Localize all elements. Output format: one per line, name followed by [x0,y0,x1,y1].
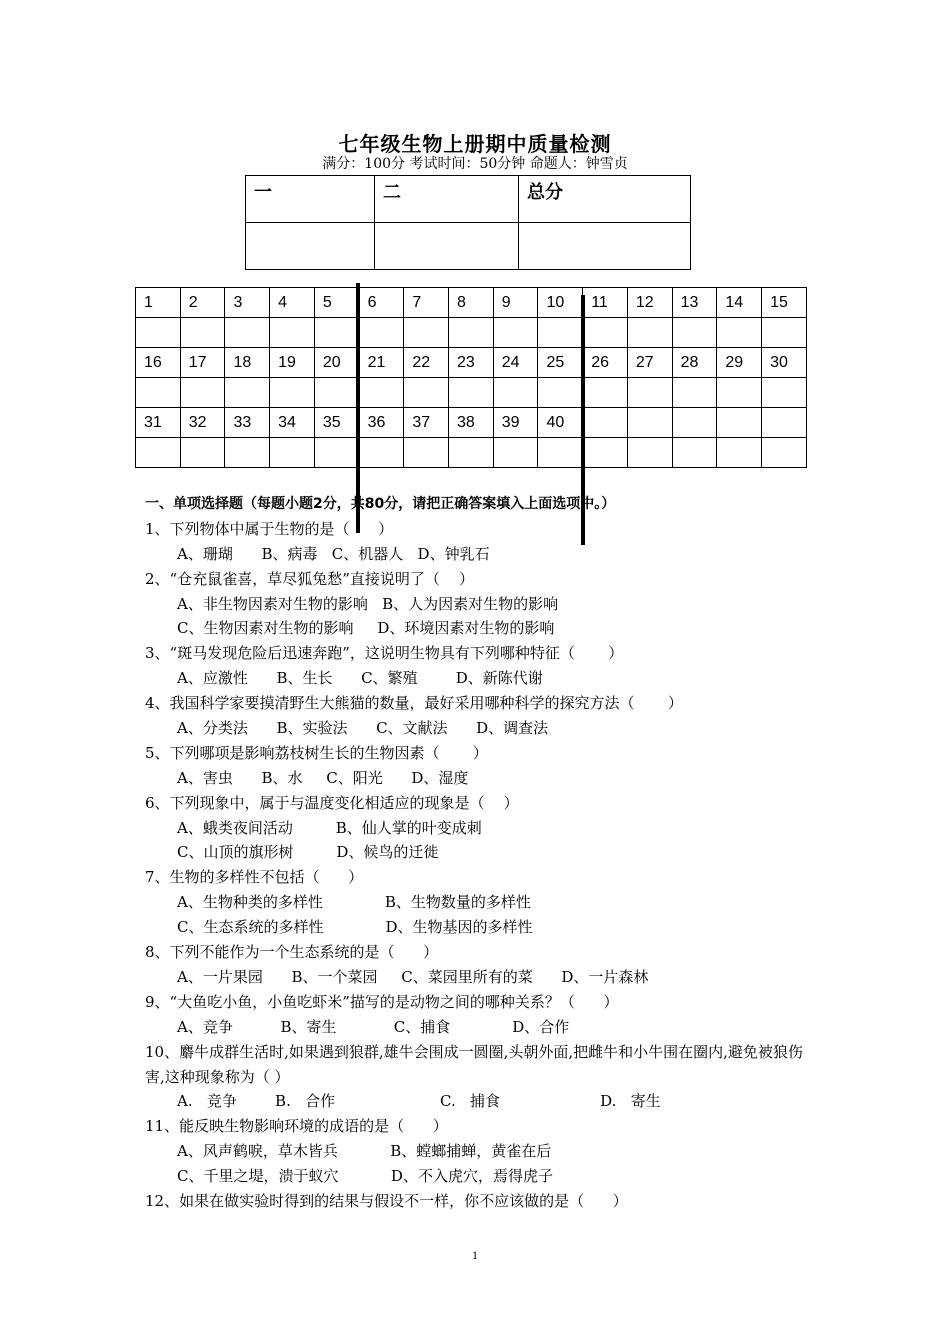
answer-cell[interactable] [359,438,404,468]
question-number-cell: 13 [672,288,717,318]
answer-cell[interactable] [762,378,807,408]
question-4: 4、我国科学家要摸清野生大熊猫的数量，最好采用哪种科学的探究方法（ ） [145,694,683,713]
answer-cell[interactable] [627,318,672,348]
question-number-cell: 15 [762,288,807,318]
answer-cell[interactable] [762,318,807,348]
answer-cell[interactable] [270,378,315,408]
answer-cell[interactable] [672,318,717,348]
answer-cell[interactable] [225,378,270,408]
answer-cell[interactable] [359,378,404,408]
question-1: 1、下列物体中属于生物的是（ ） [145,519,394,538]
answer-cell[interactable] [627,438,672,468]
answer-cell[interactable] [314,438,359,468]
answer-cell[interactable] [717,318,762,348]
answer-cell[interactable] [270,438,315,468]
question-7: 7、生物的多样性不包括（ ） [145,868,364,887]
question-number-cell: 18 [225,348,270,378]
grid-answer-row [136,378,807,408]
answer-cell[interactable] [180,378,225,408]
question-9: 9、“大鱼吃小鱼，小鱼吃虾米”描写的是动物之间的哪种关系？（ ） [145,992,619,1011]
question-number-cell: 39 [493,408,538,438]
answer-cell[interactable] [538,438,583,468]
grid-number-row [136,408,807,438]
options-9: A、竞争 B、寄生 C、捕食 D、合作 [177,1017,570,1036]
answer-cell[interactable] [672,378,717,408]
answer-cell[interactable] [225,318,270,348]
options-5: A、害虫 B、水 C、阳光 D、湿度 [177,768,469,787]
options-7a: A、生物种类的多样性 B、生物数量的多样性 [177,893,531,912]
options-4: A、分类法 B、实验法 C、文献法 D、调查法 [177,719,549,738]
answer-cell[interactable] [583,378,628,408]
grid-answer-row [136,438,807,468]
answer-cell[interactable] [717,378,762,408]
options-11b: C、千里之堤，溃于蚁穴 D、不入虎穴，焉得虎子 [177,1167,553,1186]
options-7b: C、生态系统的多样性 D、生物基因的多样性 [177,918,533,937]
answer-cell[interactable] [493,378,538,408]
answer-cell[interactable] [136,438,181,468]
answer-cell[interactable] [672,438,717,468]
grid-answer-row [136,318,807,348]
question-number-cell: 2 [180,288,225,318]
page-number: 1 [472,1248,478,1262]
question-5: 5、下列哪项是影响荔枝树生长的生物因素（ ） [145,743,488,762]
question-number-cell: 25 [538,348,583,378]
question-number-cell: 32 [180,408,225,438]
options-2b: C、生物因素对生物的影响 D、环境因素对生物的影响 [177,619,555,638]
answer-cell[interactable] [493,438,538,468]
answer-cell[interactable] [449,318,494,348]
question-number-cell: 3 [225,288,270,318]
question-number-cell [627,408,672,438]
score-header-1: 一 [246,176,375,223]
question-number-cell: 40 [538,408,583,438]
grid-number-row [136,348,807,378]
options-6b: C、山顶的旗形树 D、候鸟的迁徙 [177,843,439,862]
answer-cell[interactable] [404,438,449,468]
question-number-cell: 34 [270,408,315,438]
answer-cell[interactable] [136,318,181,348]
answer-cell[interactable] [538,318,583,348]
exam-info: 满分：100分 考试时间：50分钟 命题人：钟雪贞 [322,156,628,172]
question-number-cell: 8 [449,288,494,318]
options-3: A、应激性 B、生长 C、繁殖 D、新陈代谢 [177,669,543,688]
question-number-cell: 27 [627,348,672,378]
question-number-cell: 35 [314,408,359,438]
score-cell-2[interactable] [375,223,519,270]
question-number-cell: 24 [493,348,538,378]
question-6: 6、下列现象中，属于与温度变化相适应的现象是（ ） [145,793,519,812]
answer-cell[interactable] [404,378,449,408]
questions [145,492,815,1214]
answer-cell[interactable] [136,378,181,408]
answer-cell[interactable] [225,438,270,468]
answer-cell[interactable] [627,378,672,408]
score-cell-1[interactable] [246,223,375,270]
question-number-cell: 7 [404,288,449,318]
question-number-cell: 22 [404,348,449,378]
question-number-cell: 31 [136,408,181,438]
question-number-cell [717,408,762,438]
score-header-total: 总分 [519,176,691,223]
question-number-cell: 5 [314,288,359,318]
answer-cell[interactable] [717,438,762,468]
question-number-cell: 12 [627,288,672,318]
question-number-cell: 38 [449,408,494,438]
answer-cell[interactable] [583,438,628,468]
answer-cell[interactable] [449,378,494,408]
question-number-cell: 6 [359,288,404,318]
question-number-cell: 17 [180,348,225,378]
question-number-cell: 11 [583,288,628,318]
score-header-2: 二 [375,176,519,223]
answer-cell[interactable] [180,438,225,468]
score-cell-total[interactable] [519,223,691,270]
question-10: 10、麝牛成群生活时,如果遇到狼群,雄牛会围成一圆圈,头朝外面,把雌牛和小牛围在圈内,避免被狼伤害,这种现象称为（ ） [145,1042,803,1086]
question-number-cell: 28 [672,348,717,378]
answer-cell[interactable] [493,318,538,348]
grid-number-row [136,288,807,318]
question-number-cell: 10 [538,288,583,318]
question-number-cell: 4 [270,288,315,318]
question-2: 2、“仓充鼠雀喜，草尽狐兔愁”直接说明了（ ） [145,569,474,588]
question-8: 8、下列不能作为一个生态系统的是（ ） [145,943,439,962]
answer-cell[interactable] [359,318,404,348]
question-number-cell: 33 [225,408,270,438]
question-number-cell [672,408,717,438]
question-number-cell [762,408,807,438]
question-number-cell: 23 [449,348,494,378]
answer-grid [135,287,807,468]
answer-cell[interactable] [270,318,315,348]
question-number-cell: 30 [762,348,807,378]
question-number-cell: 20 [314,348,359,378]
question-number-cell: 16 [136,348,181,378]
question-number-cell: 19 [270,348,315,378]
question-number-cell: 37 [404,408,449,438]
score-table [245,175,691,270]
question-number-cell [583,408,628,438]
question-number-cell: 14 [717,288,762,318]
question-3: 3、“斑马发现危险后迅速奔跑”，这说明生物具有下列哪种特征（ ） [145,644,624,663]
options-1: A、珊瑚 B、病毒 C、机器人 D、钟乳石 [177,544,490,563]
question-number-cell: 36 [359,408,404,438]
options-11a: A、风声鹤唳，草木皆兵 B、螳螂捕蝉，黄雀在后 [177,1142,552,1161]
question-number-cell: 21 [359,348,404,378]
answer-cell[interactable] [762,438,807,468]
answer-cell[interactable] [404,318,449,348]
answer-cell[interactable] [538,378,583,408]
question-11: 11、能反映生物影响环境的成语的是（ ） [145,1117,448,1136]
answer-cell[interactable] [583,318,628,348]
options-8: A、一片果园 B、一个菜园 C、菜园里所有的菜 D、一片森林 [177,967,649,986]
answer-cell[interactable] [180,318,225,348]
answer-cell[interactable] [314,318,359,348]
page-title: 七年级生物上册期中质量检测 [338,132,612,156]
options-10: A. 竞争 B. 合作 C. 捕食 D. 寄生 [177,1092,661,1111]
answer-cell[interactable] [314,378,359,408]
question-number-cell: 29 [717,348,762,378]
answer-cell[interactable] [449,438,494,468]
options-2a: A、非生物因素对生物的影响 B、人为因素对生物的影响 [177,594,559,613]
options-6a: A、蛾类夜间活动 B、仙人掌的叶变成刺 [177,818,482,837]
question-number-cell: 9 [493,288,538,318]
question-12: 12、如果在做实验时得到的结果与假设不一样，你不应该做的是（ ） [145,1191,628,1210]
question-number-cell: 26 [583,348,628,378]
question-number-cell: 1 [136,288,181,318]
section-heading: 一、单项选择题（每题小题2分，共80分，请把正确答案填入上面选项中。） [145,496,616,512]
